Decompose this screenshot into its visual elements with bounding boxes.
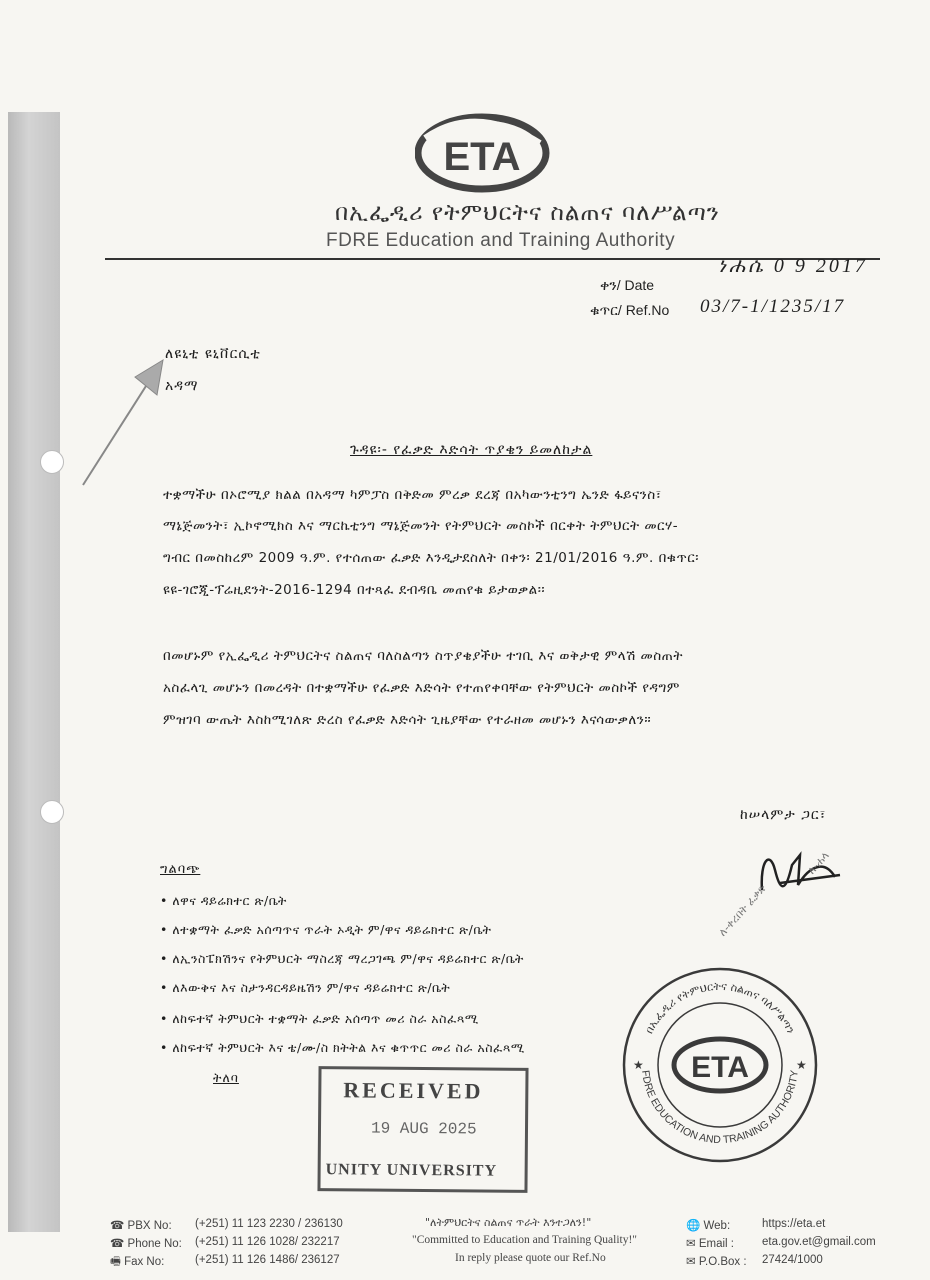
received-stamp [317, 1066, 528, 1193]
org-name-english: FDRE Education and Training Authority [326, 230, 676, 251]
paragraph-line: ተቋማችሁ በኦሮሚያ ክልል በአዳማ ካምፓስ በቅድመ ምረቃ ደረጃ በአካውንቲንግ ኤንድ ፋይናንስ፣ [163, 487, 662, 503]
paragraph-line: ማኔጅመንት፣ ኢኮኖሚክስ እና ማርኬቲንግ ማኔጅመንት የትምህርት መስኮች በርቀት ትምህርት መርሃ- [163, 518, 679, 534]
paragraph-line: ምዝገባ ውጤት እስከሚገለጽ ድረስ የፈቃድ እድሳት ጊዜያቸው የተራዘመ መሆኑን እናሳውቃለን። [163, 712, 652, 728]
pbx-value: (+251) 11 123 2230 / 236130 [195, 1218, 343, 1230]
cc-footer-word: ትለባ [213, 1070, 239, 1085]
svg-text:ETA: ETA [443, 135, 521, 179]
stamp-org: UNITY UNIVERSITY [325, 1161, 498, 1180]
phone-row: ☎ Phone No: [110, 1238, 182, 1250]
phone-value: (+251) 11 126 1028/ 232217 [195, 1236, 340, 1248]
svg-text:በኢፌዲሪ የትምህርትና ስልጠና ባለሥልጣን: በኢፌዲሪ የትምህርትና ስልጠና ባለሥልጣን [642, 979, 798, 1036]
web-row: 🌐 Web: [686, 1220, 731, 1232]
pobox-label: P.O.Box : [698, 1256, 747, 1268]
punch-hole [40, 800, 64, 824]
ref-label: ቁጥር/ Ref.No [590, 302, 670, 318]
subject-line: ጉዳዩ፡- የፈቃድ እድሳት ጥያቄን ይመለከታል [350, 442, 593, 458]
org-name-amharic: በኢፌዲሪ የትምህርትና ስልጠና ባለሥልጣን [335, 200, 720, 226]
svg-text:ETA: ETA [691, 1051, 749, 1084]
email-row: ✉ Email : [686, 1238, 734, 1250]
reply-note: In reply please quote our Ref.No [455, 1252, 606, 1264]
svg-text:★: ★ [796, 1058, 807, 1072]
phone-label: Phone No: [127, 1238, 182, 1250]
recipient-city: አዳማ [165, 378, 199, 394]
pobox-row: ✉ P.O.Box : [686, 1256, 747, 1268]
cc-item: • ለከፍተኛ ትምህርት ተቋማት ፈቃድ አሰጣጥ መሪ ስራ አስፈጻሚ [160, 1011, 479, 1026]
fax-label: Fax No: [124, 1256, 165, 1268]
cc-item: • ለዋና ዳይሬክተር ጽ/ቤት [160, 893, 287, 908]
email-value: eta.gov.et@gmail.com [762, 1236, 876, 1248]
stamp-date: 19 AUG 2025 [370, 1119, 477, 1139]
pbx-row: ☎ PBX No: [110, 1220, 172, 1232]
eta-logo-icon [415, 108, 550, 203]
fax-row: 🖷 Fax No: [110, 1256, 165, 1268]
motto-amharic: "ለትምህርትና ስልጠና ጥራት እንተጋለን!" [425, 1216, 592, 1229]
paragraph-line: በመሆኑም የኢፌዲሪ ትምህርትና ስልጠና ባለስልጣን ስጥያቄያችሁ ተገቢ እና ወቅታዊ ምላሽ መስጠት [163, 648, 683, 664]
paragraph-line: ዩዩ-ገሮጂ-ፕሬዚደንት-2016-1294 በተጻፈ ደብዳቤ መጠየቁ ይታወቃል፡፡ [163, 582, 546, 598]
date-value: ነሐሴ 0 9 2017 [718, 255, 868, 277]
cc-heading: ግልባጭ [160, 862, 201, 877]
arrow-mark [75, 355, 175, 495]
motto-english: "Committed to Education and Training Quality!" [412, 1234, 637, 1246]
paragraph-line: አስፈላጊ መሆኑን በመረዳት በተቋማችሁ የፈቃድ እድሳት የተጠየቀባቸው የትምህርት መስኮች የዳግም [163, 680, 680, 696]
web-label: Web: [703, 1220, 731, 1232]
handwritten-note: ለ-ቀረበት ፈቃድ [716, 882, 769, 939]
handwritten-note: ለ-ሐላ [805, 848, 832, 877]
stamp-title: RECEIVED [343, 1077, 484, 1104]
ref-value: 03/7-1/1235/17 [700, 296, 846, 317]
cc-item: • ለተቋማት ፈቃድ አሰጣጥና ጥራት ኦዲት ም/ዋና ዳይሬክተር ጽ/ቤት [160, 922, 492, 937]
closing-text: ከሠላምታ ጋር፣ [740, 807, 827, 823]
cc-item: • ለእውቅና እና ስታንዳርዳይዜሽን ም/ዋና ዳይሬክተር ጽ/ቤት [160, 980, 451, 995]
svg-text:FDRE EDUCATION AND TRAINING AU: FDRE EDUCATION AND TRAINING AUTHORITY [639, 1069, 801, 1147]
cc-item: • ለከፍተኛ ትምህርት እና ቴ/ሙ/ስ ክትትል እና ቁጥጥር መሪ ስራ አስፈጻሚ [160, 1040, 525, 1055]
email-label: Email : [698, 1238, 734, 1250]
date-label: ቀን/ Date [600, 277, 655, 293]
cc-item: • ለኢንስፔክሽንና የትምህርት ማስረጃ ማረጋገጫ ም/ዋና ዳይሬክተር ጽ/ቤት [160, 951, 524, 966]
punch-hole [40, 450, 64, 474]
binder-strip [8, 112, 60, 1232]
pobox-value: 27424/1000 [762, 1254, 823, 1266]
paragraph-line: ግብር በመስከረም 2009 ዓ.ም. የተሰጠው ፈቃድ እንዲታደስለት በቀን፡ 21/01/2016 ዓ.ም. በቁጥር፡ [163, 550, 699, 566]
fax-value: (+251) 11 126 1486/ 236127 [195, 1254, 340, 1266]
official-seal-icon [620, 965, 820, 1165]
pbx-label: PBX No: [127, 1220, 172, 1232]
letter-footer [0, 1212, 930, 1280]
recipient-name: ለዩኒቲ ዩኒቨርሲቲ [165, 346, 261, 362]
web-value: https://eta.et [762, 1218, 826, 1230]
svg-text:★: ★ [633, 1058, 644, 1072]
